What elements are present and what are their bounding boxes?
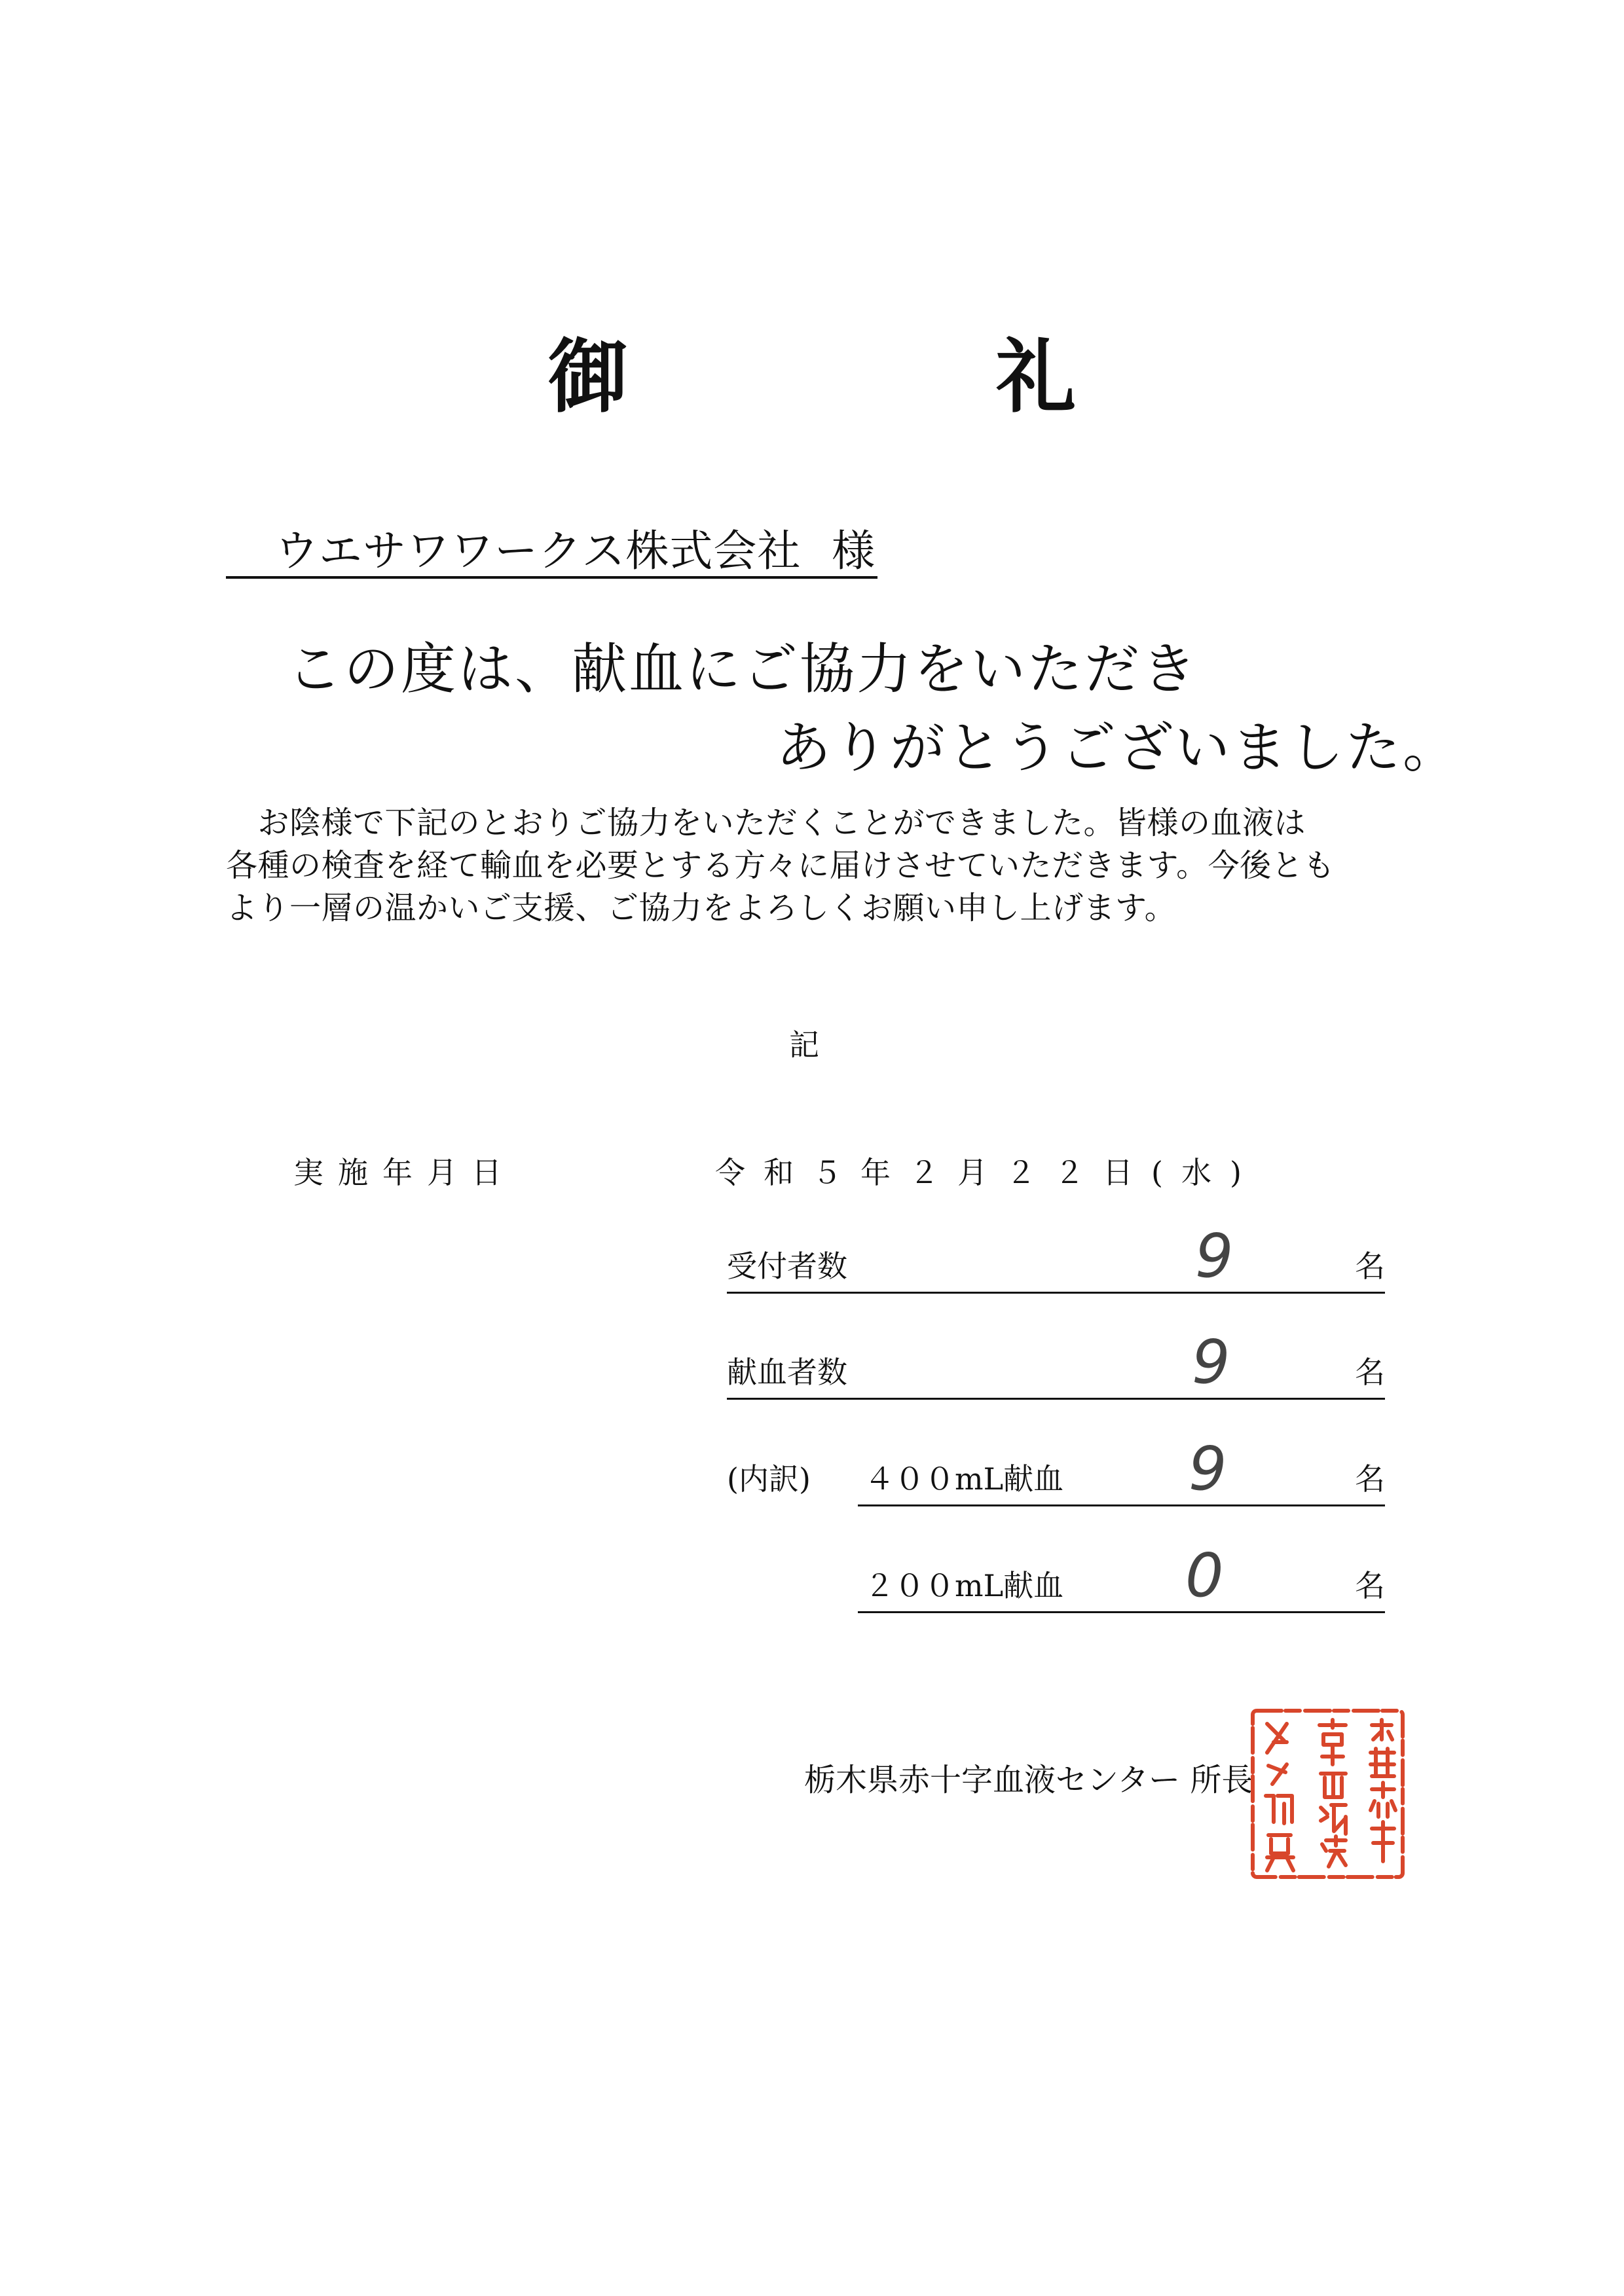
date-value: 令和５年２月２２日(水) xyxy=(715,1155,1260,1190)
breakdown-prefix: (内訳) xyxy=(727,1461,811,1497)
ml400-label: ４００mL献血 xyxy=(864,1461,1064,1497)
thanks-line-2: ありがとうございました。 xyxy=(776,716,1460,780)
ml200-label: ２００mL献血 xyxy=(864,1568,1064,1603)
document-title: 御 礼 xyxy=(548,329,1220,424)
ki-heading: 記 xyxy=(789,1027,819,1063)
ml200-unit: 名 xyxy=(1355,1568,1385,1603)
ml200-row xyxy=(727,1540,1385,1613)
donors-unit: 名 xyxy=(1355,1355,1385,1390)
ml400-row xyxy=(727,1434,1385,1506)
ml400-value: 9 xyxy=(1189,1434,1227,1504)
donors-value: 9 xyxy=(1192,1327,1230,1397)
ml200-underline xyxy=(858,1611,1385,1613)
ml200-value: 0 xyxy=(1185,1540,1224,1611)
ml400-underline xyxy=(858,1504,1385,1506)
body-paragraph: お陰様で下記のとおりご協力をいただくことができました。皆様の血液は 各種の検査を経て輸血を必要とする方々に届けさせていただきます。今後とも より一層の温かいご支援、ご協力をよろしくお願い申し上げます。 xyxy=(226,805,1335,926)
donors-row xyxy=(727,1327,1385,1400)
ml400-unit: 名 xyxy=(1355,1461,1385,1497)
receptionists-row xyxy=(727,1221,1385,1294)
signer-name: 栃木県赤十字血液センター 所長 xyxy=(804,1762,1253,1798)
official-seal-icon xyxy=(1247,1705,1408,1882)
receptionists-label: 受付者数 xyxy=(727,1248,847,1284)
date-label: 実施年月日 xyxy=(293,1155,516,1190)
receptionists-underline xyxy=(727,1292,1385,1294)
receptionists-unit: 名 xyxy=(1355,1248,1385,1284)
recipient-name: ウエサワワークス株式会社 xyxy=(275,526,802,576)
thanks-line-1: この度は、献血にご協力をいただき xyxy=(287,637,1199,701)
receptionists-value: 9 xyxy=(1195,1221,1234,1291)
donors-label: 献血者数 xyxy=(727,1355,847,1390)
recipient-line xyxy=(226,504,877,579)
recipient-honorific: 様 xyxy=(832,526,875,576)
donors-underline xyxy=(727,1398,1385,1400)
